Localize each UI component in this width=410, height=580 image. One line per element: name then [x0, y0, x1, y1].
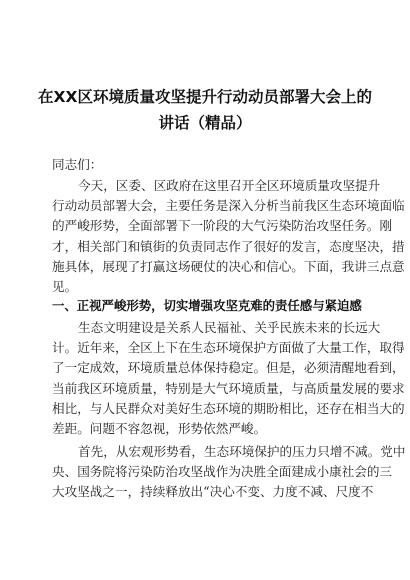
paragraph-line: 计。近年来，全区上下在生态环境保护方面做了大量工作，取得 [52, 340, 405, 356]
section-heading-1: 一、正视严峻形势，切实增强攻坚克难的责任感与紧迫感 [52, 298, 362, 313]
paragraph-line: 见。 [52, 279, 78, 295]
paragraph-line: 的严峻形势，全面部署下一阶段的大气污染防治攻坚任务。刚 [52, 218, 393, 234]
paragraph-line: 首先，从宏观形势看，生态环境保护的压力只增不减。党中 [78, 444, 406, 459]
paragraph-line: 了一定成效，环境质量总体保持稳定。但是，必须清醒地看到， [52, 360, 405, 376]
paragraph-situation [52, 318, 405, 439]
paragraph-line: 当前我区环境质量，特别是大气环境质量，与高质量发展的要求 [52, 380, 405, 396]
document-title [38, 84, 372, 136]
title-line-2: 讲话（精品） [158, 114, 252, 132]
paragraph-line: 央、国务院将污染防治攻坚战作为决胜全面建成小康社会的三 [52, 464, 393, 480]
salutation [52, 155, 364, 175]
paragraph-intro [52, 176, 405, 297]
paragraph-line: 差距。问题不容忽视，形势依然严峻。 [52, 421, 267, 437]
paragraph-line: 大攻坚战之一，持续释放出“决心不变、力度不减、尺度不 [52, 484, 374, 500]
paragraph-line: 相比，与人民群众对美好生态环境的期盼相比，还存在相当大的 [52, 400, 405, 416]
paragraph-line: 生态文明建设是关系人民福祉、关乎民族未来的长远大 [78, 320, 381, 335]
paragraph-line: 行动动员部署大会，主要任务是深入分析当前我区生态环境面临 [52, 198, 405, 214]
title-line-1: 在XX区环境质量攻坚提升行动动员部署大会上的 [38, 88, 372, 106]
paragraph-line: 今天，区委、区政府在这里召开全区环境质量攻坚提升 [78, 178, 381, 193]
salutation-text: 同志们： [52, 157, 103, 172]
paragraph-line: 才，相关部门和镇街的负责同志作了很好的发言，态度坚决，措 [52, 238, 405, 254]
paragraph-line: 施具体，展现了打赢这场硬仗的决心和信心。下面，我讲三点意 [52, 258, 405, 274]
paragraph-macro [52, 442, 406, 503]
